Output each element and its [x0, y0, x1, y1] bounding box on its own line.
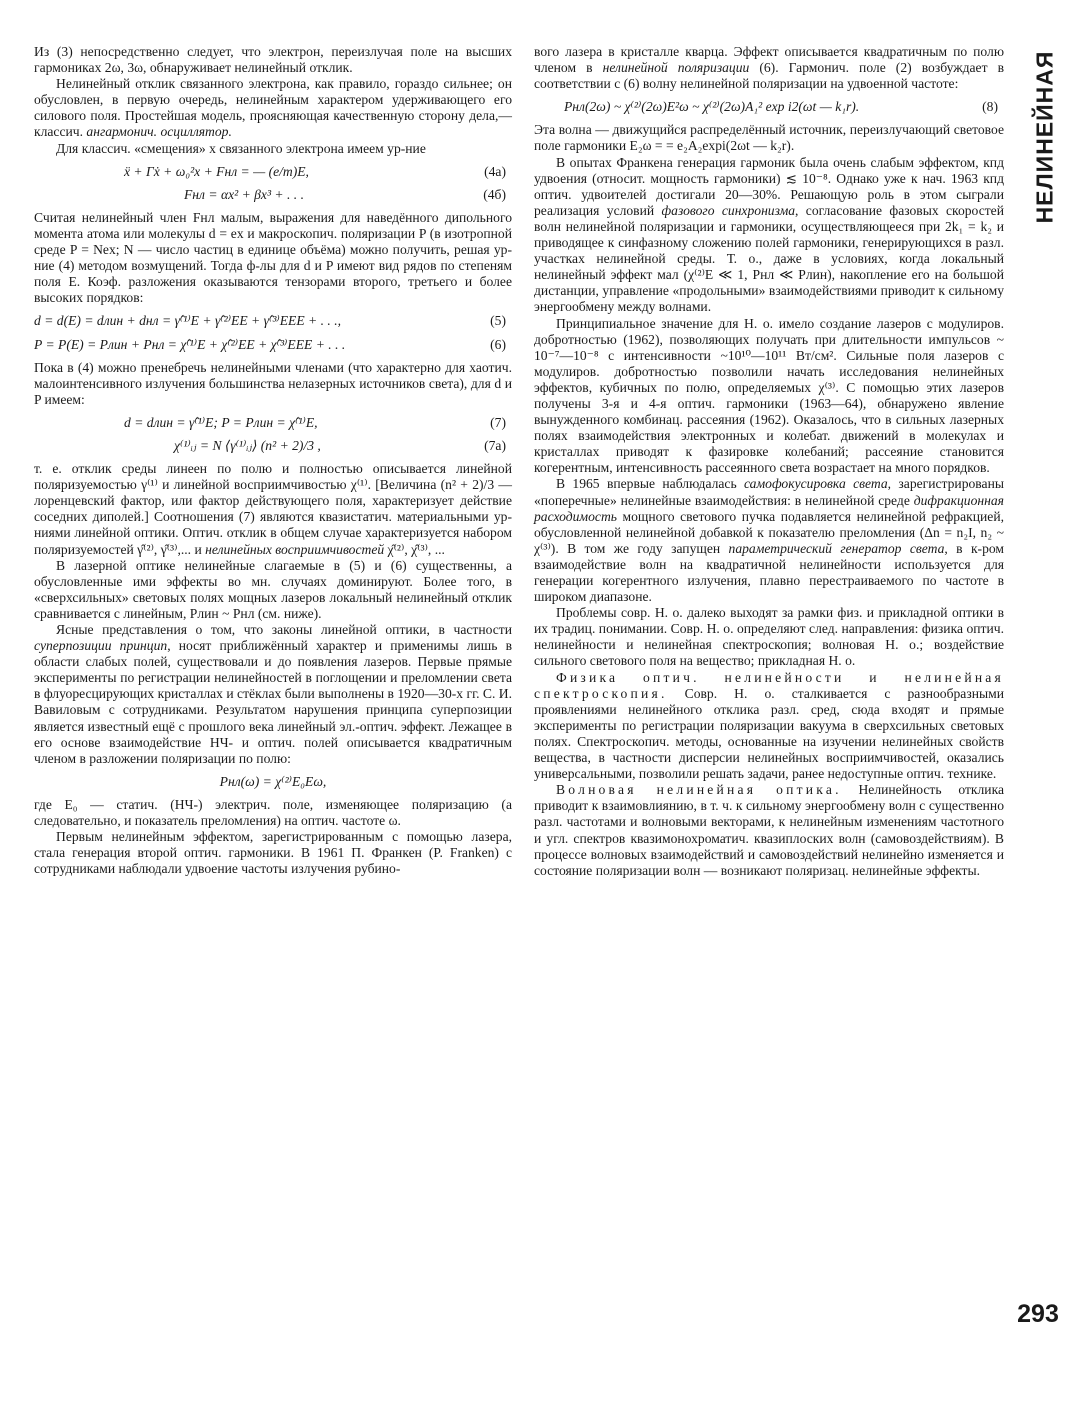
section-heading: Физика оптич. нелинейности и нелинейная спектроскопия. [534, 669, 1004, 701]
paragraph: Эта волна — движущийся распределённый источник, переизлучающий световое поле гармоники E₂ω = = e₂A₂expi(2ωt — k₂r). [534, 122, 1004, 154]
paragraph: где E₀ — статич. (НЧ-) электрич. поле, изменяющее поляризацию (а следовательно, и показатель преломления) на оптич. частоте ω. [34, 796, 512, 829]
formula: d = dлин = γ̂⁽¹⁾E; P = Pлин = χ̂⁽¹⁾E, [124, 414, 318, 430]
equation-pnl [34, 774, 512, 790]
paragraph [534, 44, 1004, 92]
paragraph: В лазерной оптике нелинейные слагаемые в (5) и (6) существенны, а обусловленные ими эффекты во мн. случаях доминируют. Более того, в «сверхсильных» световых полях мощных лазеров локальный нелинейный отклик сравнивается с линейным, Pлин ~ Pнл (см. ниже). [34, 557, 512, 621]
text-run: вого лазера в кристалле кварца. Эффект описывается квадратичным по полю членом в [534, 44, 1004, 76]
term-link: нелинейной поляризации [602, 60, 750, 76]
text-run: В 1965 впервые наблюдалась [556, 476, 744, 492]
paragraph [534, 476, 1004, 605]
text-run: Нелинейный отклик связанного электрона, как правило, гораздо сильнее; он обусловлен, в первую очередь, нелинейным характером удерживающего его силового поля. Простейшая модель, проясняющая качественную сторону дела,— классич. [34, 76, 512, 140]
term-link: дифракционная расходимость [534, 492, 1004, 524]
formula: P = P(E) = Pлин + Pнл = χ̂⁽¹⁾E + χ̂⁽²⁾EE + χ̂⁽³⁾EEE + . . . [34, 336, 346, 352]
equation-number: (5) [490, 313, 506, 329]
text-run: т. е. отклик среды линеен по полю и полностью описывается линейной поляризуемостью γ⁽¹⁾ и линейной восприимчивостью χ⁽¹⁾. [Величина (n² + 2)/3 — лоренцевский фактор, или фактор действующего поля, характеризует действие соседних диполей.] Соотношения (7) являются квазистатич. материальными ур-ниями линейной оптики. Оптич. отклик в общем случае характеризуется набором поляризуемостей γ̂⁽²⁾, γ̂⁽³⁾,... и [34, 461, 512, 557]
paragraph: Пока в (4) можно пренебречь нелинейными членами (что характерно для хаотич. малоинтенсивного излучения большинства нелазерных источников света), для d и P имеем: [34, 359, 512, 407]
formula: ẍ + Γẋ + ω₀²x + Fнл = — (e/m)E, [124, 163, 309, 179]
equation-7a [34, 438, 512, 454]
formula: χ⁽¹⁾ᵢⱼ = N ⟨γ⁽¹⁾ᵢⱼ⟩ (n² + 2)/3 , [174, 437, 321, 453]
paragraph [34, 76, 512, 140]
equation-8 [534, 99, 1004, 115]
text-run: Совр. Н. о. сталкивается с разнообразными проявлениями нелинейного отклика разл. сред, сюда входят и прямые эксперименты по регистрации поляризации вакуума в сверхсильных световых полях. Спектроскопич. методы, основанные на изучении нелинейных свойств вещества, в частности дисперсии нелинейных восприимчивостей, оказались универсальными, позволили решать задачи, ранее недоступные оптич. технике. [534, 685, 1004, 782]
text-run: , носят приближённый характер и применимы лишь в области слабых полей, существовали и до появления лазеров. Первые прямые эксперименты по регистрации нелинейностей в поглощении и преломлении света в флуоресцирующих кристаллах и стёклах были выполнены в 1920—30-х гг. С. И. Вавиловым с сотрудниками. Результатом нарушения принципа суперпозиции является известный ещё с прошлого века линейный эл.-оптич. эффект. Лежащее в его основе взаимодействие НЧ- и оптич. полей описывается квадратичным членом в разложении поляризации по полю: [34, 638, 512, 766]
paragraph [534, 670, 1004, 783]
formula: Pнл(ω) = χ⁽²⁾E₀Eω, [219, 773, 327, 789]
equation-number: (4a) [484, 163, 506, 179]
formula: Pнл(2ω) ~ χ⁽²⁾(2ω)E²ω ~ χ⁽²⁾(2ω)A₁² exp i2(ωt — k₁r). [564, 99, 860, 115]
text-run: Ясные представления о том, что законы линейной оптики, в частности [56, 622, 512, 637]
section-heading: Волновая нелинейная оптика. [556, 782, 842, 798]
text-run: мощного светового пучка подавляется нелинейной рефракцией, обусловленной нелинейной добавкой к показателю преломления (Δn = n₂I, n₂ ~ χ⁽³⁾). В том же году запущен [534, 508, 1004, 556]
paragraph: Принципиальное значение для Н. о. имело создание лазеров с модулиров. добротностью (1962), позволяющих получать при длительности импульсов ~ 10⁻⁷—10⁻⁸ с интенсивности ~10¹⁰—10¹¹ Вт/см². Сильные поля лазеров с модулиров. добротностью позволили начать исследования нелинейных эффектов, кубичных по полю, определяемых χ⁽³⁾. С помощью этих лазеров получены 3-я и 4-я оптич. гармоники (1963—64), обнаружено явление вынужденного комбинац. рассеяния (1962). Оказалось, что в сильных лазерных полях взаимодействия электронных и колебат. движений в молекулах и кристаллах приводят к фазировке колебаний; рассеяние становится когерентным, интенсивность рассеянного света возрастает на много порядков. [534, 315, 1004, 476]
equation-number: (6) [490, 336, 506, 352]
term-link: суперпозиции принцип [34, 638, 168, 654]
text-run: , в к-ром взаимодействие волн на квадратичной нелинейности используется для генерации когерентного излучения, плавно перестраиваемого по частоте в широком диапазоне. [534, 540, 1005, 605]
formula: d = d(E) = dлин + dнл = γ̂⁽¹⁾E + γ̂⁽²⁾EE + γ̂⁽³⁾EEE + . . ., [34, 313, 342, 329]
text-run: Нелинейность отклика приводит к взаимовлиянию, в т. ч. к сильному энергообмену волн с существенно разл. частотами и волновыми векторами, к нелинейным изменениям частотного и угл. спектров квазимонохроматич. квазиплоских волн (самовоздействиям). В процессе волновых взаимодействий и самовоздействий нелинейно изменяется и состояние поляризации волн — возникают поляризац. нелинейные эффекты. [534, 782, 1005, 878]
right-column [534, 44, 1004, 879]
paragraph: Проблемы совр. Н. о. далеко выходят за рамки физ. и прикладной оптики в их традиц. понимании. Совр. Н. о. определяют след. направления: физика оптич. нелинейности и нелинейная спектроскопия; волновая Н. о.; воздействие сильного светового поля на вещество; прикладная Н. о. [534, 605, 1004, 669]
equation-4b [34, 187, 512, 203]
formula: Fнл = αx² + βx³ + . . . [184, 186, 305, 202]
paragraph [34, 622, 512, 767]
paragraph: Считая нелинейный член Fнл малым, выражения для наведённого дипольного момента атома или молекулы d = ex и макроскопич. поляризации P (в изотропной среде P = Nex; N — число частиц в единице объёма) можно получить, решая ур-ние (4) методом возмущений. Тогда ф-лы для d и P имеют вид рядов по степеням поля E. Коэф. разложения оказываются тензорами второго, третьего и более высоких порядков: [34, 209, 512, 306]
page-number: 293 [1017, 1300, 1059, 1328]
equation-number: (7a) [484, 437, 506, 453]
equation-5 [34, 313, 512, 329]
term-link: фазового синхронизма [661, 202, 796, 218]
paragraph [34, 461, 512, 558]
term-link: ангармонич. осциллятор. [86, 124, 232, 140]
text-run: (6). Гармонич. поле (2) возбуждает в соответствии с (6) волну нелинейной поляризации на удвоенной частоте: [534, 60, 1004, 92]
paragraph: Первым нелинейным эффектом, зарегистрированным с помощью лазера, стала генерация второй оптич. гармоники. В 1961 П. Франкен (P. Franken) с сотрудниками наблюдали удвоение частоты излучения рубино- [34, 829, 512, 877]
running-head [1028, 52, 1062, 222]
paragraph: Из (3) непосредственно следует, что электрон, переизлучая поле на высших гармониках 2ω, 3ω, обнаруживает нелинейный отклик. [34, 44, 512, 76]
text-run: χ̂⁽²⁾, χ̂⁽³⁾, ... [384, 541, 445, 557]
equation-4a [34, 164, 512, 180]
equation-6 [34, 337, 512, 353]
term-link: параметрический генератор света [728, 540, 945, 556]
paragraph [534, 782, 1004, 879]
term-link: самофокусировка света [744, 476, 888, 492]
running-head-text: НЕЛИНЕЙНАЯ [1031, 50, 1058, 224]
equation-7 [34, 415, 512, 431]
equation-number: (4б) [483, 186, 506, 202]
equation-number: (8) [982, 99, 998, 115]
text-run: , согласование фазовых скоростей волн нелинейной поляризации и гармоники, осуществляющееся при 2k₁ = k₂ и приводящее к синфазному сложению полей гармоники, генерирующихся в разл. участках нелинейной среды. Т. о., даже в условиях, когда локальный нелинейный эффект мал (χ⁽²⁾E ≪ 1, Pнл ≪ Pлин), накопление его на большой дистанции, управление «продольными» взаимодействиями приводит к сильному энергообмену между волнами. [534, 202, 1004, 315]
text-run: В опытах Франкена генерация гармоник была очень слабым эффектом, кпд удвоения (относит. мощность гармоники) ≲ 10⁻⁸. Однако уже к нач. 1963 кпд оптич. удвоителей достигали 20—30%. Решающую роль в этом сыграли реализация условий [534, 154, 1004, 218]
term-link: нелинейных восприимчивостей [205, 541, 385, 557]
left-column [34, 44, 512, 877]
paragraph: Для классич. «смещения» x связанного электрона имеем ур-ние [56, 140, 426, 156]
text-run: , зарегистрированы «поперечные» нелинейные взаимодействия: в нелинейной среде [534, 476, 1004, 508]
equation-number: (7) [490, 414, 506, 430]
paragraph [534, 155, 1004, 316]
